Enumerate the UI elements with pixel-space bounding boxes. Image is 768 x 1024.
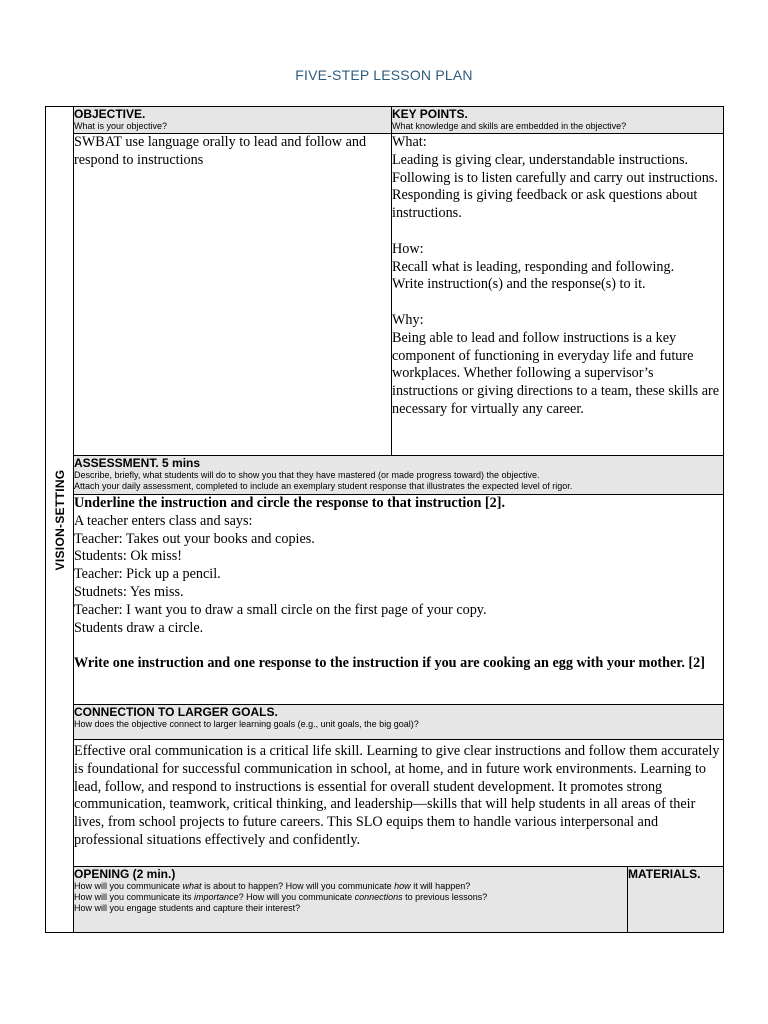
connection-text: Effective oral communication is a critical life skill. Learning to give clear instructions and follow them accurately is foundational for successful communication in school, at home, and in future work environments. Learning to lead, follow, and respond to instructions is essential for overall student development. It promotes strong communication, teamwork, critical thinking, and leadership—skills that will help students in all areas of their lives, from school projects to future careers. This SLO equips them to handle various interpersonal and professional situations effectively and confidently. xyxy=(74,743,720,848)
objective-body xyxy=(74,134,392,456)
objective-text: SWBAT use language orally to lead and follow and respond to instructions xyxy=(74,134,367,168)
materials-title: MATERIALS. xyxy=(628,867,701,881)
assessment-header xyxy=(74,456,724,495)
dialogue-line: Students draw a circle. xyxy=(74,619,204,636)
opening-title: OPENING (2 min.) xyxy=(74,867,176,881)
assessment-subtitle-1: Describe, briefly, what students will do to show you that they have mastered (or made progress toward) the objective. xyxy=(74,470,540,480)
dialogue-line: Students: Ok miss! xyxy=(74,548,182,565)
dialogue-line: A teacher enters class and says: xyxy=(74,512,253,529)
how-line: Write instruction(s) and the response(s) to it. xyxy=(392,276,646,293)
why-text: Being able to lead and follow instructions is a key component of functioning in everyday life and future workplaces. Whether following a supervisor’s instructions or giving directions to a team, these skills are necessary for virtually any career. xyxy=(392,329,720,417)
connection-title: CONNECTION TO LARGER GOALS. xyxy=(74,705,278,719)
connection-body xyxy=(74,740,724,867)
what-line: Responding is giving feedback or ask questions about instructions. xyxy=(392,187,698,222)
what-line: Following is to listen carefully and carry out instructions. xyxy=(392,169,718,186)
objective-title: OBJECTIVE. xyxy=(74,107,146,121)
dialogue-line: Studnets: Yes miss. xyxy=(74,583,184,600)
dialogue-line: Teacher: Pick up a pencil. xyxy=(74,566,221,583)
assessment-task-1: Underline the instruction and circle the response to that instruction [2]. xyxy=(74,495,505,511)
opening-question-3: How will you engage students and capture their interest? xyxy=(74,903,301,913)
opening-question-1: How will you communicate what is about to happen? How will you communicate how it will happen? xyxy=(74,881,471,891)
what-label: What: xyxy=(392,134,427,150)
assessment-task-2: Write one instruction and one response to the instruction if you are cooking an egg with your mother. [2] xyxy=(74,655,705,672)
assessment-subtitle-2: Attach your daily assessment, completed to include an exemplary student response that illustrates the expected level of rigor. xyxy=(74,481,573,491)
how-line: Recall what is leading, responding and following. xyxy=(392,258,675,275)
objective-header xyxy=(74,107,392,134)
key-points-title: KEY POINTS. xyxy=(392,107,468,121)
dialogue-line: Teacher: I want you to draw a small circle on the first page of your copy. xyxy=(74,601,487,618)
assessment-title: ASSESSMENT. 5 mins xyxy=(74,456,201,470)
how-label: How: xyxy=(392,240,424,257)
objective-subtitle: What is your objective? xyxy=(74,121,168,131)
key-points-subtitle: What knowledge and skills are embedded in the objective? xyxy=(392,121,627,131)
lesson-plan-table xyxy=(45,106,724,933)
vision-setting-sidebar xyxy=(46,107,74,933)
why-label: Why: xyxy=(392,311,424,328)
opening-question-2: How will you communicate its importance? How will you communicate connections to previous lessons? xyxy=(74,892,488,902)
document-title: FIVE-STEP LESSON PLAN xyxy=(295,67,473,83)
assessment-body xyxy=(74,495,724,705)
key-points-header xyxy=(392,107,724,134)
connection-header xyxy=(74,705,724,740)
vision-setting-label: VISION-SETTING xyxy=(52,469,67,570)
connection-subtitle: How does the objective connect to larger learning goals (e.g., unit goals, the big goal)? xyxy=(74,719,419,729)
what-line: Leading is giving clear, understandable instructions. xyxy=(392,151,689,168)
opening-header xyxy=(74,867,628,933)
dialogue-line: Teacher: Takes out your books and copies. xyxy=(74,530,315,547)
materials-header xyxy=(628,867,724,933)
key-points-body xyxy=(392,134,724,456)
